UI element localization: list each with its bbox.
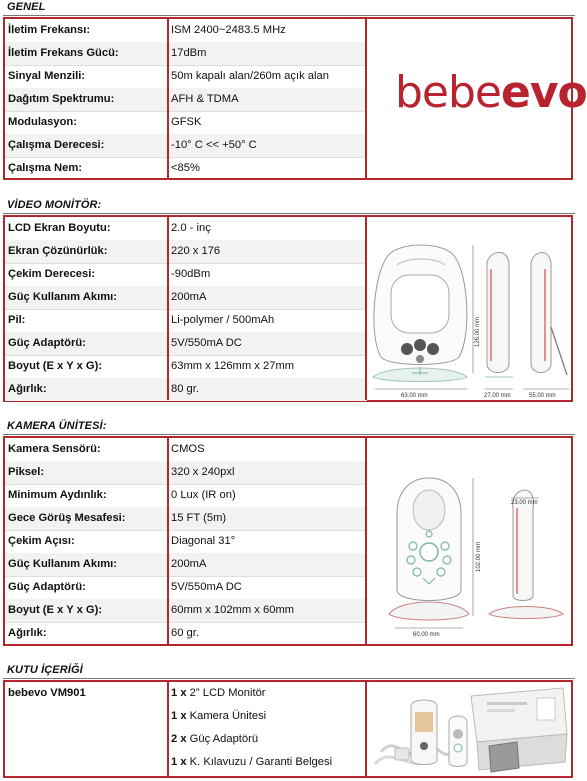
spec-label: Boyut (E x Y x G): (8, 604, 103, 616)
camera-diagram-cell (367, 438, 571, 644)
column-divider (167, 19, 169, 178)
spec-value: CMOS (171, 443, 205, 455)
spec-value: 220 x 176 (171, 245, 221, 257)
spec-value: 2.0 - inç (171, 222, 211, 234)
spec-value: 50m kapalı alan/260m açık alan (171, 70, 329, 82)
table-row (5, 378, 367, 401)
bebevo-logo: bebeevo (395, 67, 587, 118)
table-row (5, 355, 367, 379)
box-content-box (3, 680, 573, 778)
spec-value: <85% (171, 162, 200, 174)
spec-label: Sinyal Menzili: (8, 70, 86, 82)
table-row (5, 622, 367, 645)
table-row (5, 332, 367, 356)
table-row (5, 576, 367, 600)
column-divider (167, 682, 169, 776)
box-item: 1 x 2” LCD Monitör (171, 687, 266, 699)
table-row (5, 19, 367, 43)
spec-value: 5V/550mA DC (171, 581, 242, 593)
table-row (5, 157, 367, 180)
spec-value: 60mm x 102mm x 60mm (171, 604, 295, 616)
spec-value: ISM 2400~2483.5 MHz (171, 24, 286, 36)
spec-label: Modulasyon: (8, 116, 77, 128)
spec-value: -10° C << +50° C (171, 139, 257, 151)
spec-label: İletim Frekansı: (8, 24, 91, 36)
table-row (5, 309, 367, 333)
table-row (5, 751, 367, 774)
spec-value: 60 gr. (171, 627, 199, 639)
table-row (5, 728, 367, 751)
table-row (5, 65, 367, 89)
dim-stand-label: 55.00 mm (529, 393, 556, 399)
section-divider (3, 678, 575, 679)
spec-label: Ağırlık: (8, 383, 47, 395)
spec-label: Ekran Çözünürlük: (8, 245, 108, 257)
dim-height-label: 102.00 mm (476, 541, 482, 572)
spec-label: Piksel: (8, 466, 45, 478)
table-row (5, 484, 367, 508)
spec-label: Minimum Aydınlık: (8, 489, 107, 501)
dim-height-label: 126.00 mm (475, 316, 481, 347)
section-divider (3, 15, 575, 16)
table-row (5, 507, 367, 531)
spec-value: GFSK (171, 116, 202, 128)
camera-spec-box (3, 436, 573, 646)
section-title-general: GENEL (7, 1, 46, 13)
column-divider (167, 217, 169, 400)
table-row (5, 263, 367, 287)
table-row (5, 553, 367, 577)
section-divider (3, 434, 575, 435)
spec-label: Güç Adaptörü: (8, 337, 86, 349)
spec-value: 80 gr. (171, 383, 199, 395)
box-item: 1 x K. Kılavuzu / Garanti Belgesi (171, 756, 333, 768)
table-row (5, 134, 367, 158)
table-row (5, 240, 367, 264)
video-spec-box (3, 215, 573, 402)
spec-value: 63mm x 126mm x 27mm (171, 360, 295, 372)
table-row (5, 461, 367, 485)
general-spec-box (3, 17, 587, 180)
section-title-camera: KAMERA ÜNİTESİ: (7, 420, 107, 432)
column-divider (167, 438, 169, 644)
spec-label: Kamera Sensörü: (8, 443, 101, 455)
spec-label: Çekim Derecesi: (8, 268, 96, 280)
spec-label: Dağıtım Spektrumu: (8, 93, 115, 105)
table-row (5, 88, 367, 112)
table-row (5, 599, 367, 623)
section-title-video: VİDEO MONİTÖR: (7, 199, 102, 211)
box-item: 2 x Güç Adaptörü (171, 733, 259, 745)
spec-value: 200mA (171, 291, 207, 303)
table-row (5, 286, 367, 310)
spec-label: Güç Kullanım Akımı: (8, 558, 117, 570)
spec-label: Çekim Açısı: (8, 535, 75, 547)
box-content-photo-cell (367, 682, 571, 776)
spec-value: 5V/550mA DC (171, 337, 242, 349)
dim-depth-label: 23.00 mm (511, 500, 538, 506)
brand-logo-cell (367, 19, 587, 178)
spec-label: LCD Ekran Boyutu: (8, 222, 111, 234)
spec-label: İletim Frekans Gücü: (8, 47, 119, 59)
spec-value: 15 FT (5m) (171, 512, 227, 524)
spec-value: 0 Lux (IR on) (171, 489, 236, 501)
table-row (5, 111, 367, 135)
dim-depth-label: 27.00 mm (484, 393, 511, 399)
monitor-diagram-cell (367, 217, 571, 400)
spec-label: Güç Adaptörü: (8, 581, 86, 593)
spec-value: 200mA (171, 558, 207, 570)
product-name: bebevo VM901 (8, 687, 86, 699)
spec-label: Pil: (8, 314, 26, 326)
spec-value: 320 x 240pxl (171, 466, 235, 478)
spec-label: Çalışma Nem: (8, 162, 82, 174)
table-row (5, 682, 367, 705)
spec-label: Çalışma Derecesi: (8, 139, 105, 151)
spec-label: Güç Kullanım Akımı: (8, 291, 117, 303)
spec-value: -90dBm (171, 268, 211, 280)
spec-value: AFH & TDMA (171, 93, 239, 105)
spec-label: Gece Görüş Mesafesi: (8, 512, 126, 524)
spec-value: 17dBm (171, 47, 207, 59)
spec-label: Boyut (E x Y x G): (8, 360, 103, 372)
table-row (5, 438, 367, 462)
box-content-photo (367, 682, 571, 776)
spec-value: Li-polymer / 500mAh (171, 314, 275, 326)
section-title-box: KUTU İÇERİĞİ (7, 664, 83, 676)
spec-value: Diagonal 31° (171, 535, 236, 547)
dim-width-label: 60.00 mm (413, 632, 440, 638)
camera-dimension-drawing (367, 438, 571, 644)
table-row (5, 42, 367, 66)
monitor-dimension-drawing (367, 217, 571, 400)
dim-width-label: 63.00 mm (401, 393, 428, 399)
table-row (5, 530, 367, 554)
section-divider (3, 213, 575, 214)
box-item: 1 x Kamera Ünitesi (171, 710, 267, 722)
table-row (5, 705, 367, 728)
table-row (5, 217, 367, 241)
spec-label: Ağırlık: (8, 627, 47, 639)
